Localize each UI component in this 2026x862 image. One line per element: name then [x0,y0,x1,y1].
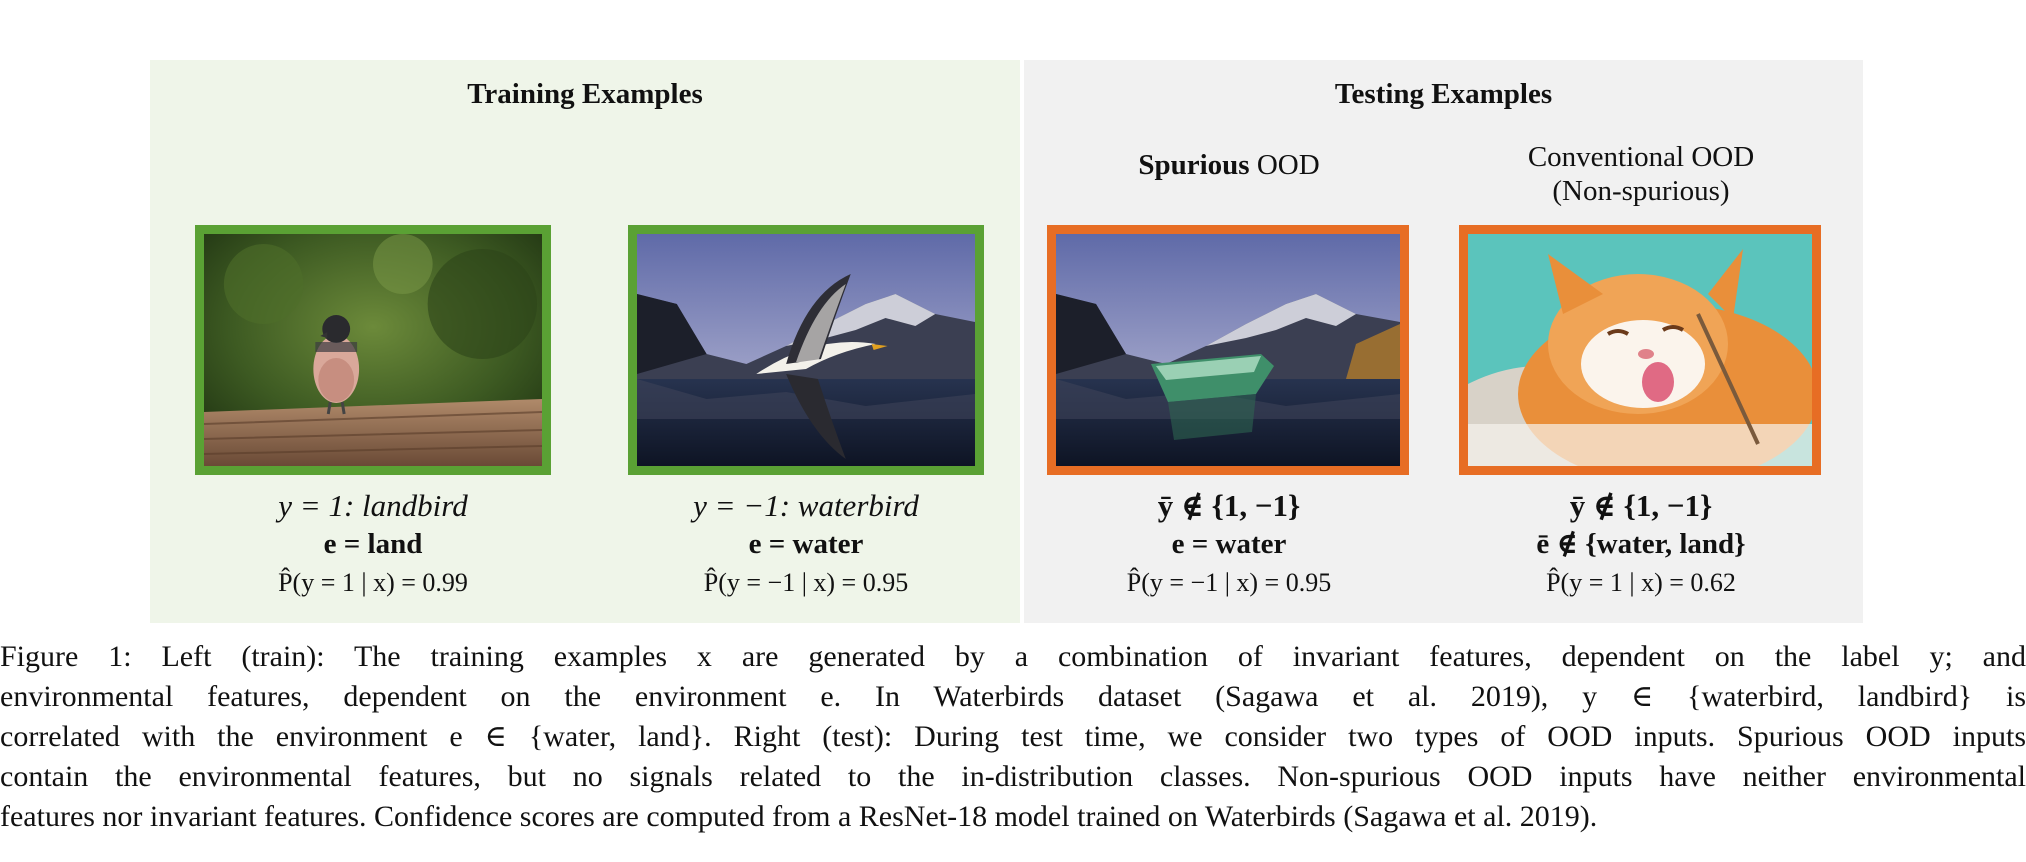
spurious-labels [1044,487,1414,603]
environment-line: e = land [323,528,423,560]
probability-line: P̂(y = 1 | x) = 0.62 [1546,568,1736,597]
caption-line-1: Figure 1: Left (train): The training examples x are generated by a combination of invariant features, dependent on the label y; and [0,640,2026,673]
environment-line: e = water [1171,528,1287,560]
testing-panel [1024,60,1863,623]
ood-word: OOD [1249,149,1320,181]
training-title: Training Examples [467,78,703,110]
waterbird-over-lake-image [628,225,984,475]
training-panel [150,60,1020,623]
label-line: ȳ ∉ {1, −1} [1569,488,1713,523]
conventional-labels [1456,487,1826,603]
probability-line: P̂(y = −1 | x) = 0.95 [1126,568,1332,597]
cat-image [1459,225,1821,475]
label-line: y = −1: waterbird [693,488,919,523]
caption-line-5: features nor invariant features. Confidence scores are computed from a ResNet-18 model trained on Waterbirds (Sagawa et al. 2019). [0,800,1598,833]
conventional-title-line1: Conventional OOD [1527,141,1755,173]
conventional-title-line2: (Non-spurious) [1552,175,1730,207]
caption-line-3: correlated with the environment e ∈ {water, land}. Right (test): During test time, we consider two types of OOD inputs. Spurious OOD inputs [0,720,2026,753]
spurious-word: Spurious [1138,149,1250,181]
landbird-on-log-image [195,225,551,475]
caption-line-2: environmental features, dependent on the environment e. In Waterbirds dataset (Sagawa et al. 2019), y ∈ {waterbird, landbird} is [0,680,2026,713]
conventional-ood-title [1456,140,1826,208]
environment-line: ē ∉ {water, land} [1536,528,1746,560]
caption-line-4: contain the environmental features, but no signals related to the in-distribution classes. Non-spurious OOD inputs have neither environmental [0,760,2026,793]
figure-caption [0,637,2026,837]
testing-title: Testing Examples [1334,78,1553,110]
boat-on-lake-image [1047,225,1409,475]
probability-line: P̂(y = −1 | x) = 0.95 [703,568,909,597]
label-line: ȳ ∉ {1, −1} [1157,488,1301,523]
waterbird-labels [621,487,991,603]
landbird-labels [188,487,558,603]
environment-line: e = water [748,528,864,560]
figure-1 [150,60,1863,623]
label-line: y = 1: landbird [278,488,468,523]
spurious-ood-title [1044,148,1414,182]
probability-line: P̂(y = 1 | x) = 0.99 [278,568,468,597]
